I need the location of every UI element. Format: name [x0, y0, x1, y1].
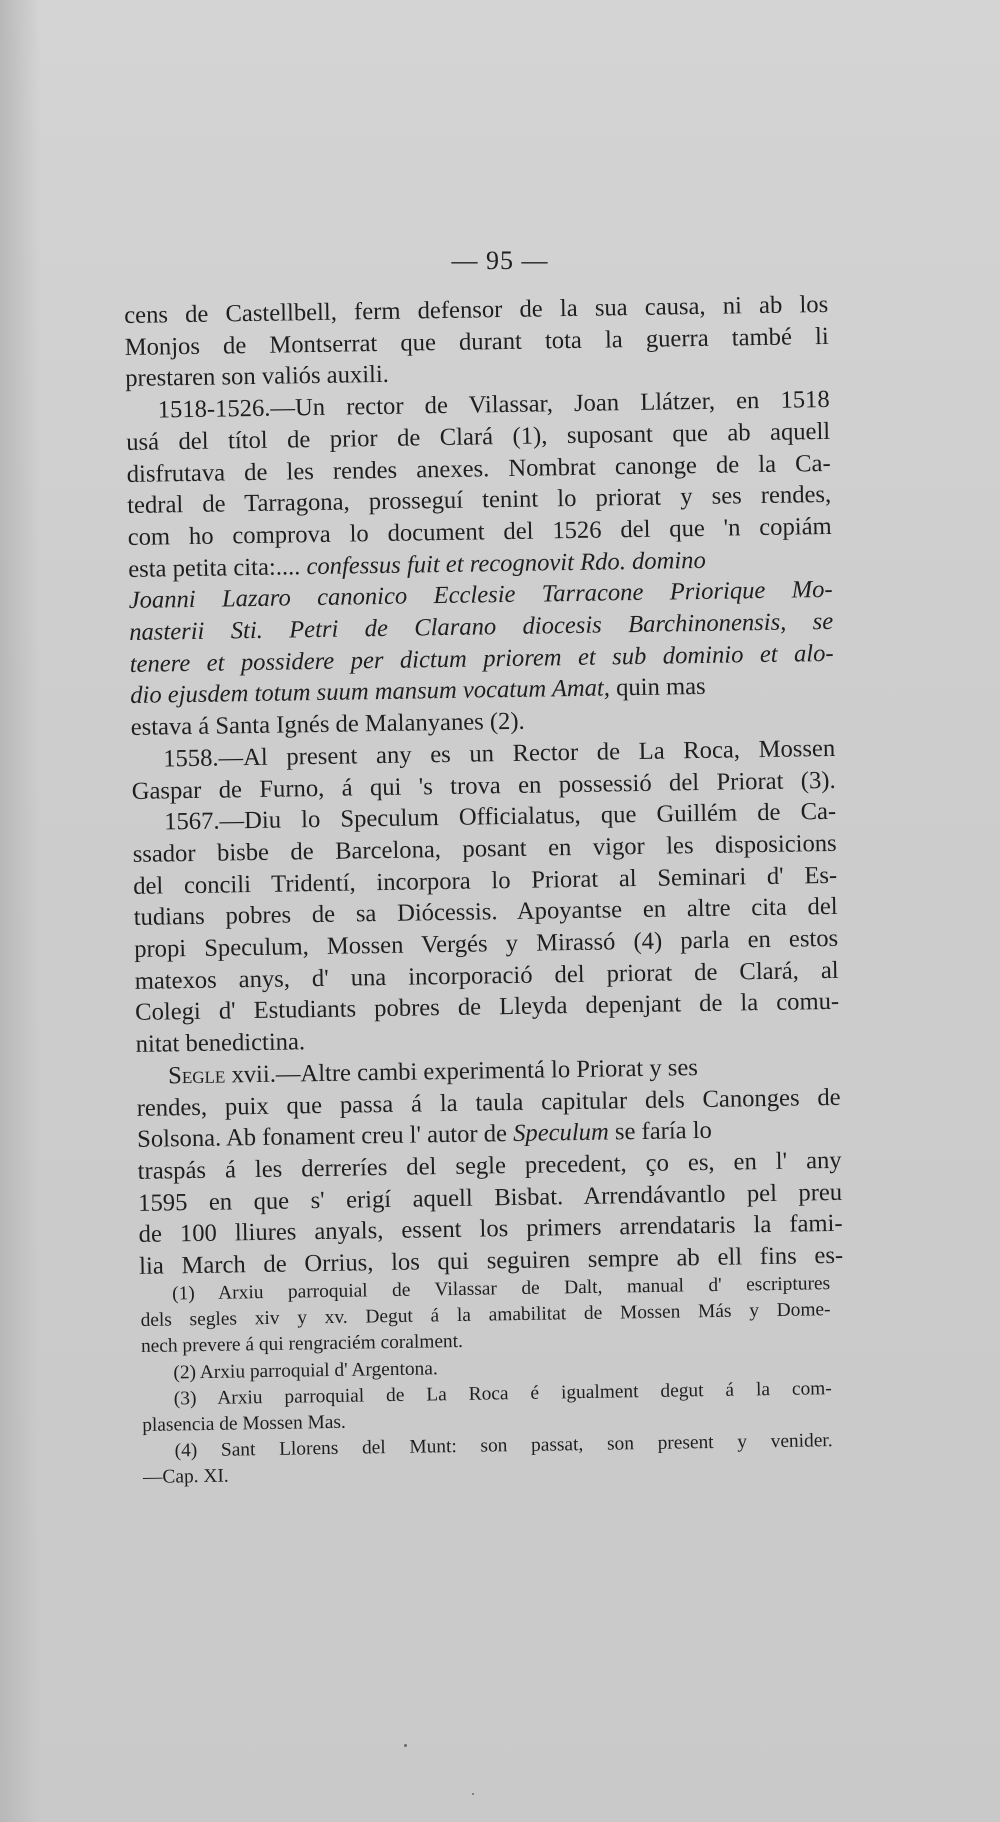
- footnote-line: plasencia de Mossen Mas.: [142, 1411, 346, 1436]
- body-line: cens de Castellbell, ferm defensor de la sua causa, ni ab los: [124, 290, 829, 329]
- footnote-line: —Cap. XI.: [142, 1466, 229, 1489]
- latin-quote-line: nasterii Sti. Petri de Clarano diocesis Barchinonensis, se: [129, 607, 834, 646]
- body-line: 1518-1526.—Un rector de Vilassar, Joan Llátzer, en 1518: [157, 386, 830, 424]
- body-line: disfrutava de les rendes anexes. Nombrat canonge de la Ca-: [126, 449, 831, 488]
- footnote-line: (3) Arxiu parroquial de La Roca é igualment degut á la com-: [173, 1377, 832, 1410]
- body-line: del concili Tridentí, incorpora lo Priorat al Seminari d' Es-: [132, 861, 838, 900]
- body-line: Gaspar de Furno, á qui 's trova en possessió del Priorat (3).: [131, 766, 836, 805]
- body-line: usá del títol de prior de Clará (1), suposant que ab aquell: [126, 417, 831, 456]
- paper-speck: [404, 1744, 407, 1747]
- body-line: estava á Santa Ignés de Malanyanes (2).: [130, 707, 525, 742]
- footnote-line: (1) Arxiu parroquial de Vilassar de Dalt, manual d' escriptures: [172, 1273, 831, 1305]
- body-line: traspás á les derreríes del segle precedent, ço es, en l' any: [137, 1146, 842, 1185]
- body-line: ssador bisbe de Barcelona, posant en vigor les disposicions: [132, 829, 837, 868]
- body-line: Colegi d' Estudiants pobres de Lleyda depenjant de la comu-: [134, 988, 840, 1027]
- latin-quote-line: tenere et possidere per dictum priorem et sub dominio et alo-: [129, 639, 834, 678]
- body-line: matexos anys, d' una incorporació del priorat de Clará, al: [134, 956, 839, 995]
- body-line: com ho comprova lo document del 1526 del que 'n copiám: [127, 512, 832, 551]
- body-line-text: quin mas: [615, 673, 706, 702]
- body-line: tedral de Tarragona, prosseguí tenint lo priorat y ses rendes,: [127, 481, 832, 520]
- latin-quote: confessus fuit et recognovit Rdo. domino: [306, 546, 706, 580]
- body-line: propi Speculum, Mossen Vergés y Mirassó (4) parla en estos: [133, 924, 839, 963]
- italic-title: Speculum: [512, 1118, 609, 1148]
- footnotes: [140, 1271, 833, 1491]
- footnote-line: (4) Sant Llorens del Munt: son passat, son present y venider.: [174, 1430, 833, 1462]
- latin-quote: dio ejusdem totum suum mansum vocatum Amat,: [130, 674, 611, 710]
- body-line: Monjos de Montserrat que durant tota la guerra també li: [124, 322, 829, 361]
- body-line: 1595 en que s' erigí aquell Bisbat. Arrendávantlo pel preu: [137, 1178, 843, 1217]
- latin-quote-line: Joanni Lazaro canonico Ecclesie Tarracone Priorique Mo-: [128, 576, 833, 615]
- body-line: prestaren son valiós auxili.: [125, 361, 390, 393]
- body-line: rendes, puix que passa á la taula capitular dels Canonges de: [136, 1083, 841, 1122]
- body-line: de 100 lliures anyals, essent los primers arrendataris la fami-: [138, 1210, 843, 1249]
- footnote-line: (2) Arxiu parroquial d' Argentona.: [173, 1357, 438, 1384]
- body-line: lia March de Orrius, los qui seguiren sempre ab ell fins es-: [138, 1241, 844, 1280]
- body-line: tudians pobres de sa Diócessis. Apoyantse en altre cita del: [133, 893, 838, 932]
- paper-speck: [472, 1793, 474, 1795]
- section-heading: Segle: [167, 1061, 226, 1090]
- footnote-line: dels segles xiv y xv. Degut á la amabilitat de Mossen Más y Dome-: [140, 1299, 831, 1332]
- body-line-text: xvii.—Altre cambi experimentá lo Priorat y ses: [231, 1053, 699, 1089]
- page-number: — 95 —: [451, 246, 549, 275]
- body-line: nitat benedictina.: [135, 1028, 306, 1059]
- body-text: [124, 289, 843, 1283]
- body-line: 1558.—Al present any es un Rector de La Roca, Mossen: [162, 734, 836, 773]
- body-line-text: esta petita cita:....: [128, 552, 301, 583]
- body-line-text: se faría lo: [614, 1117, 713, 1146]
- body-line: 1567.—Diu lo Speculum Officialatus, que Guillém de Ca-: [163, 798, 837, 836]
- body-line-text: Solsona. Ab fonament creu l' autor de: [136, 1120, 508, 1154]
- footnote-line: nech prevere á qui rengraciém coralment.: [140, 1331, 464, 1358]
